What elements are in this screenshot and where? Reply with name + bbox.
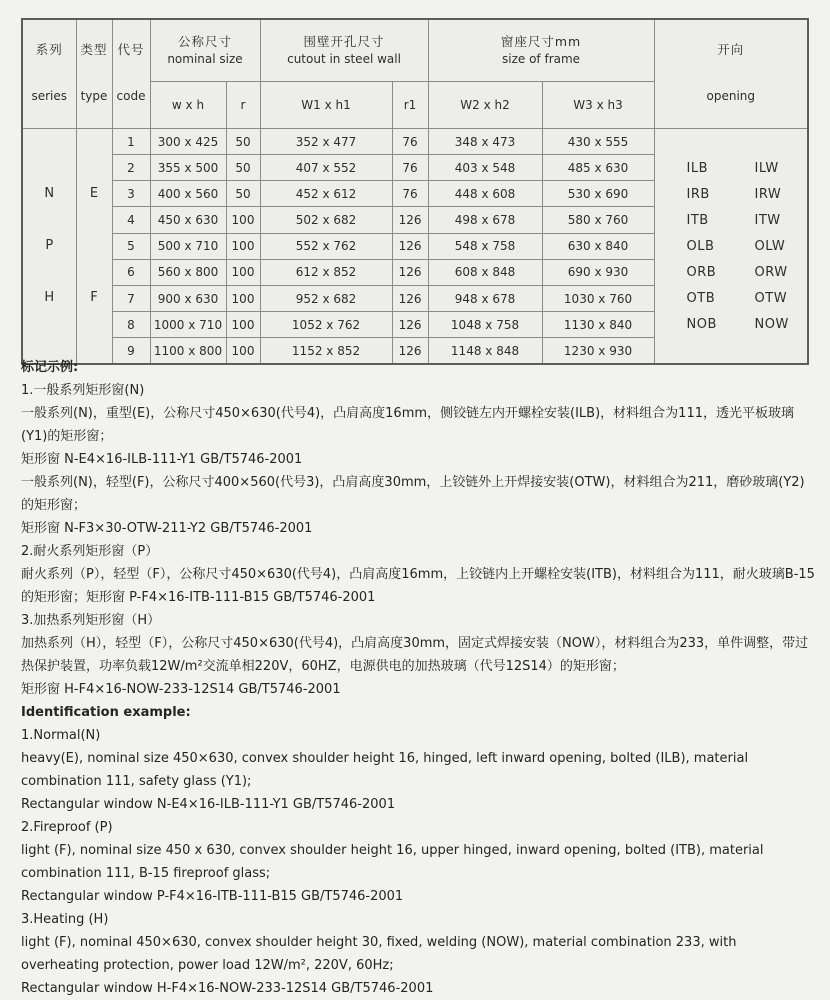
- r-cell: 100: [226, 285, 260, 311]
- code-cell: 7: [112, 285, 150, 311]
- opening-code: NOB: [686, 316, 717, 332]
- header-opening-en: opening: [706, 89, 756, 103]
- w3h3-cell: 1030 x 760: [542, 285, 654, 311]
- wxh-cell: 355 x 500: [150, 155, 226, 181]
- header-wxh: w x h: [150, 82, 226, 129]
- opening-code: NOW: [754, 316, 789, 332]
- note-line: Rectangular window N-E4×16-ILB-111-Y1 GB/T5746-2001: [21, 797, 396, 812]
- w1h1-cell: 407 x 552: [260, 155, 392, 181]
- header-opening: [654, 19, 808, 129]
- header-code-cn: 代号: [117, 42, 145, 57]
- opening-pair: [655, 259, 808, 285]
- r-cell: 100: [226, 338, 260, 364]
- r-cell: 100: [226, 312, 260, 338]
- header-w1h1: W1 x h1: [260, 82, 392, 129]
- code-cell: 9: [112, 338, 150, 364]
- opening-code: IRW: [754, 186, 782, 202]
- w1h1-cell: 1052 x 762: [260, 312, 392, 338]
- note-line: 一般系列(N)，轻型(F)，公称尺寸400×560(代号3)，凸肩高度30mm，上铰链外上开焊接安装(OTW)，材料组合为211，磨砂玻璃(Y2)的矩形窗；: [21, 475, 805, 513]
- opening-code: ITW: [754, 212, 781, 228]
- opening-code: ILB: [686, 160, 709, 176]
- opening-pair: [655, 311, 808, 337]
- notes-section: [21, 356, 815, 1000]
- w2h2-cell: 348 x 473: [428, 129, 542, 155]
- w1h1-cell: 352 x 477: [260, 129, 392, 155]
- w1h1-cell: 1152 x 852: [260, 338, 392, 364]
- header-r1: r1: [392, 82, 428, 129]
- opening-pair: [655, 181, 808, 207]
- header-frame-en: size of frame: [502, 52, 581, 67]
- w2h2-cell: 548 x 758: [428, 233, 542, 259]
- header-cutout-en: cutout in steel wall: [287, 52, 401, 67]
- note-line: 3.Heating (H): [21, 912, 109, 927]
- code-cell: 1: [112, 129, 150, 155]
- r1-cell: 126: [392, 207, 428, 233]
- note-line: 1.一般系列矩形窗(N): [21, 383, 145, 398]
- note-line: 一般系列(N)，重型(E)，公称尺寸450×630(代号4)，凸肩高度16mm，侧铰链左内开螺栓安装(ILB)，材料组合为111，透光平板玻璃(Y1)的矩形窗；: [21, 406, 794, 444]
- opening-code: ORW: [754, 264, 788, 280]
- header-nominal-cn: 公称尺寸: [178, 34, 233, 50]
- w2h2-cell: 608 x 848: [428, 259, 542, 285]
- header-type-en: type: [80, 89, 108, 103]
- code-cell: 6: [112, 259, 150, 285]
- type-letter-E: E: [89, 186, 99, 201]
- header-code: [112, 19, 150, 129]
- opening-code: OTB: [686, 290, 716, 306]
- header-r: r: [226, 82, 260, 129]
- w1h1-cell: 452 x 612: [260, 181, 392, 207]
- header-type: [76, 19, 112, 129]
- header-code-en: code: [116, 89, 146, 103]
- r1-cell: 126: [392, 312, 428, 338]
- opening-code: IRB: [686, 186, 710, 202]
- note-line: light (F), nominal 450×630, convex shoulder height 30, fixed, welding (NOW), material combination 233, with overheating protection, power load 12W/m², 220V, 60Hz;: [21, 935, 737, 973]
- header-series: [22, 19, 76, 129]
- w2h2-cell: 498 x 678: [428, 207, 542, 233]
- series-letter-H: H: [44, 290, 55, 305]
- w3h3-cell: 1130 x 840: [542, 312, 654, 338]
- header-nominal-en: nominal size: [167, 52, 243, 67]
- header-nominal-size: [150, 19, 260, 82]
- r1-cell: 126: [392, 338, 428, 364]
- header-cutout: [260, 19, 428, 82]
- series-column: [22, 129, 76, 365]
- opening-code: ITB: [686, 212, 709, 228]
- opening-pair: [655, 207, 808, 233]
- opening-code: ORB: [686, 264, 717, 280]
- opening-code: OTW: [754, 290, 788, 306]
- wxh-cell: 1000 x 710: [150, 312, 226, 338]
- code-cell: 8: [112, 312, 150, 338]
- r-cell: 100: [226, 259, 260, 285]
- wxh-cell: 560 x 800: [150, 259, 226, 285]
- r1-cell: 76: [392, 181, 428, 207]
- opening-pair: [655, 155, 808, 181]
- r1-cell: 76: [392, 155, 428, 181]
- header-row-1: [22, 19, 808, 82]
- note-line: 矩形窗 N-F3×30-OTW-211-Y2 GB/T5746-2001: [21, 521, 313, 536]
- w3h3-cell: 530 x 690: [542, 181, 654, 207]
- wxh-cell: 300 x 425: [150, 129, 226, 155]
- w3h3-cell: 430 x 555: [542, 129, 654, 155]
- opening-codes: [655, 129, 808, 363]
- header-w2h2: W2 x h2: [428, 82, 542, 129]
- wxh-cell: 450 x 630: [150, 207, 226, 233]
- notes-heading-en: Identification example:: [21, 705, 191, 720]
- w2h2-cell: 1148 x 848: [428, 338, 542, 364]
- note-line: 2.Fireproof (P): [21, 820, 113, 835]
- w2h2-cell: 403 x 548: [428, 155, 542, 181]
- series-letter-N: N: [44, 186, 55, 201]
- r-cell: 100: [226, 207, 260, 233]
- w1h1-cell: 612 x 852: [260, 259, 392, 285]
- header-opening-cn: 开向: [717, 42, 745, 57]
- w3h3-cell: 630 x 840: [542, 233, 654, 259]
- code-cell: 4: [112, 207, 150, 233]
- header-series-cn: 系列: [35, 42, 63, 57]
- r-cell: 50: [226, 129, 260, 155]
- w1h1-cell: 552 x 762: [260, 233, 392, 259]
- code-cell: 3: [112, 181, 150, 207]
- note-line: Rectangular window P-F4×16-ITB-111-B15 GB/T5746-2001: [21, 889, 404, 904]
- w2h2-cell: 448 x 608: [428, 181, 542, 207]
- notes-heading-cn: 标记示例:: [21, 360, 79, 375]
- w1h1-cell: 502 x 682: [260, 207, 392, 233]
- w3h3-cell: 690 x 930: [542, 259, 654, 285]
- w2h2-cell: 948 x 678: [428, 285, 542, 311]
- w2h2-cell: 1048 x 758: [428, 312, 542, 338]
- r-cell: 50: [226, 155, 260, 181]
- type-column: [76, 129, 112, 365]
- r1-cell: 126: [392, 259, 428, 285]
- opening-code: OLB: [686, 238, 715, 254]
- opening-code: OLW: [754, 238, 786, 254]
- r1-cell: 126: [392, 285, 428, 311]
- note-line: 加热系列（H），轻型（F），公称尺寸450×630(代号4)，凸肩高度30mm，固定式焊接安装（NOW），材料组合为233，单件调整，带过热保护装置，功率负载12W/m²交流单相220V，60HZ，电源供电的加热玻璃（代号12S14）的矩形窗；: [21, 636, 809, 674]
- code-cell: 2: [112, 155, 150, 181]
- note-line: 矩形窗 H-F4×16-NOW-233-12S14 GB/T5746-2001: [21, 682, 341, 697]
- r1-cell: 76: [392, 129, 428, 155]
- r-cell: 50: [226, 181, 260, 207]
- opening-code: ILW: [754, 160, 779, 176]
- opening-pair: [655, 285, 808, 311]
- note-line: light (F), nominal size 450 x 630, convex shoulder height 16, upper hinged, inward opening, bolted (ITB), material combination 111, B-15 fireproof glass;: [21, 843, 764, 881]
- r-cell: 100: [226, 233, 260, 259]
- note-line: 1.Normal(N): [21, 728, 101, 743]
- header-series-en: series: [31, 89, 68, 103]
- wxh-cell: 1100 x 800: [150, 338, 226, 364]
- wxh-cell: 500 x 710: [150, 233, 226, 259]
- note-line: 2.耐火系列矩形窗（P）: [21, 544, 159, 559]
- w3h3-cell: 1230 x 930: [542, 338, 654, 364]
- note-line: heavy(E), nominal size 450×630, convex shoulder height 16, hinged, left inward opening, bolted (ILB), material combination 111, safety glass (Y1);: [21, 751, 749, 789]
- table-row: [22, 129, 808, 155]
- r1-cell: 126: [392, 233, 428, 259]
- note-line: 3.加热系列矩形窗（H）: [21, 613, 161, 628]
- series-letter-P: P: [45, 238, 54, 253]
- note-line: 耐火系列（P），轻型（F），公称尺寸450×630(代号4)，凸肩高度16mm，上铰链内上开螺栓安装(ITB)，材料组合为111，耐火玻璃B-15的矩形窗；矩形窗 P-F4×16-ITB-111-B15 GB/T5746-2001: [21, 567, 815, 605]
- wxh-cell: 400 x 560: [150, 181, 226, 207]
- header-cutout-cn: 围壁开孔尺寸: [303, 34, 385, 50]
- header-w3h3: W3 x h3: [542, 82, 654, 129]
- header-type-cn: 类型: [80, 42, 108, 57]
- opening-pair: [655, 233, 808, 259]
- note-line: Rectangular window H-F4×16-NOW-233-12S14 GB/T5746-2001: [21, 981, 434, 996]
- code-cell: 5: [112, 233, 150, 259]
- w3h3-cell: 580 x 760: [542, 207, 654, 233]
- header-frame-size: [428, 19, 654, 82]
- opening-column: [654, 129, 808, 365]
- window-dimension-table: [21, 18, 809, 365]
- type-letter-F: F: [90, 290, 98, 305]
- wxh-cell: 900 x 630: [150, 285, 226, 311]
- note-line: 矩形窗 N-E4×16-ILB-111-Y1 GB/T5746-2001: [21, 452, 303, 467]
- w3h3-cell: 485 x 630: [542, 155, 654, 181]
- w1h1-cell: 952 x 682: [260, 285, 392, 311]
- header-frame-cn: 窗座尺寸mm: [500, 34, 582, 50]
